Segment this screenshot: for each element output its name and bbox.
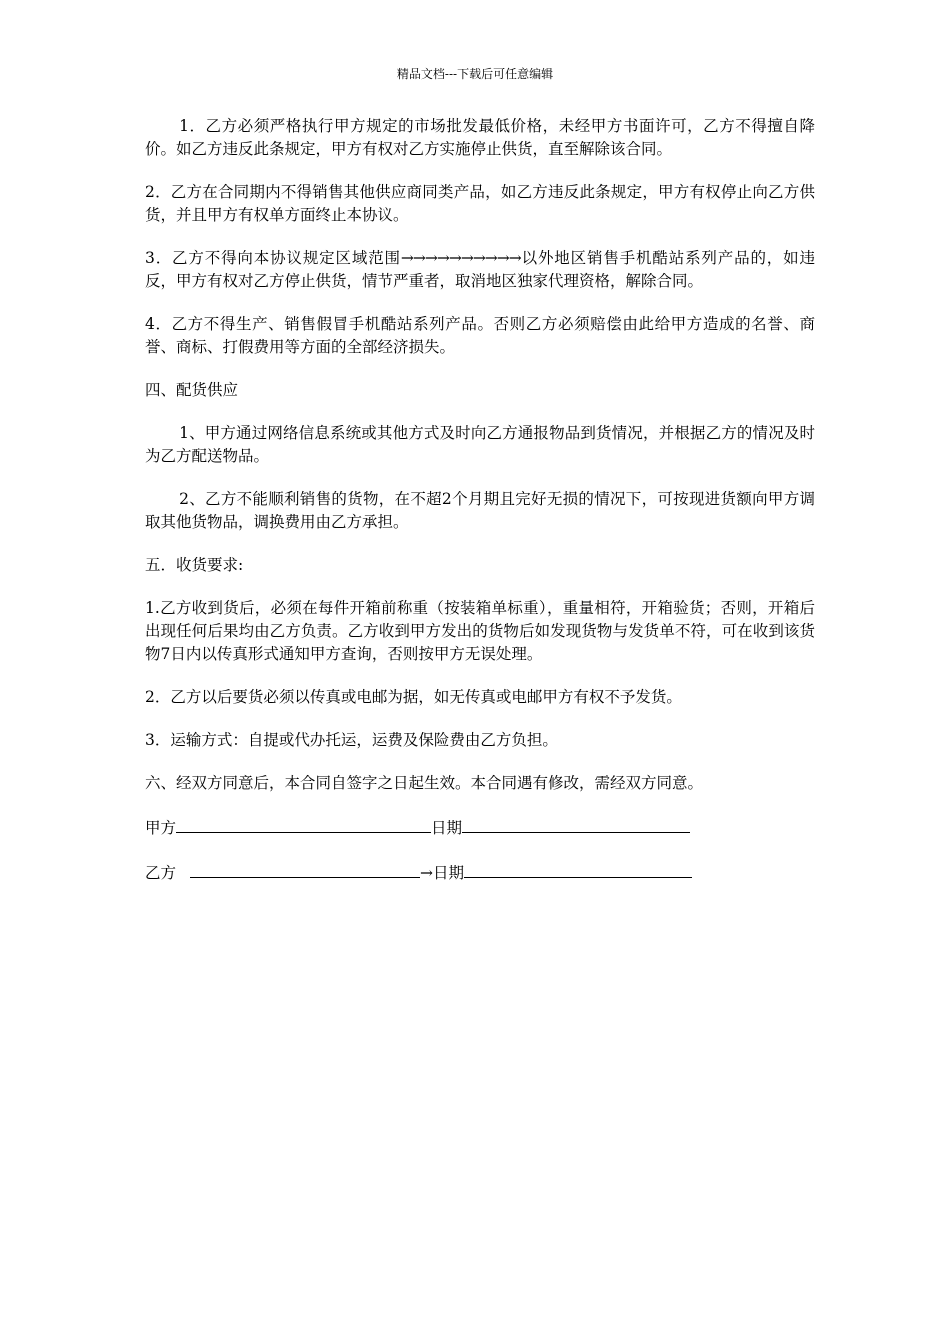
document-body [145,115,815,905]
section-4-item-2: 2、乙方不能顺利销售的货物，在不超2个月期且完好无损的情况下，可按现进货额向甲方调取其他货物品，调换费用由乙方承担。 [145,490,815,531]
clause-1: 1．乙方必须严格执行甲方规定的市场批发最低价格，未经甲方书面许可，乙方不得擅自降价。如乙方违反此条规定，甲方有权对乙方实施停止供货，直至解除该合同。 [145,117,815,158]
party-b-label: 乙方 [145,864,177,882]
signature-row-party-b [145,860,815,885]
party-b-date-label: 日期 [433,864,465,882]
section-4-item-1: 1、甲方通过网络信息系统或其他方式及时向乙方通报物品到货情况，并根据乙方的情况及时为乙方配送物品。 [145,424,815,465]
party-a-label: 甲方 [145,819,177,837]
clause-2: 2．乙方在合同期内不得销售其他供应商同类产品，如乙方违反此条规定，甲方有权停止向乙方供货，并且甲方有权单方面终止本协议。 [145,183,815,224]
clause-3-end: 以外地区销售手机酷站系列产品的，如违反，甲方有权对乙方停止供货，情节严重者，取消地区独家代理资格，解除合同。 [145,249,815,290]
clause-4: 4．乙方不得生产、销售假冒手机酷站系列产品。否则乙方必须赔偿由此给甲方造成的名誉、商誉、商标、打假费用等方面的全部经济损失。 [145,315,815,356]
section-5-title: 五．收货要求: [145,556,244,574]
party-b-signature-line[interactable] [190,860,420,878]
signature-row-party-a [145,815,815,840]
section-4-title: 四、配货供应 [145,381,239,399]
party-b-arrow: → [420,864,434,882]
tab-arrows: →→→→→→→→→→ [400,249,521,267]
page-header: 精品文档---下载后可任意编辑 [396,67,554,81]
party-a-date-line[interactable] [462,815,690,833]
clause-3 [145,247,815,293]
clause-3-start: 3．乙方不得向本协议规定区域范围 [145,249,401,267]
section-5-item-2: 2．乙方以后要货必须以传真或电邮为据，如无传真或电邮甲方有权不予发货。 [145,688,682,706]
party-b-date-line[interactable] [464,860,692,878]
party-a-signature-line[interactable] [176,815,431,833]
section-6: 六、经双方同意后，本合同自签字之日起生效。本合同遇有修改，需经双方同意。 [145,774,704,792]
party-a-date-label: 日期 [431,819,463,837]
section-5-item-1: 1.乙方收到货后，必须在每件开箱前称重（按装箱单标重），重量相符，开箱验货；否则，开箱后出现任何后果均由乙方负责。乙方收到甲方发出的货物后如发现货物与发货单不符，可在收到该货物7日内以传真形式通知甲方查询，否则按甲方无误处理。 [145,599,815,663]
section-5-item-3: 3．运输方式：自提或代办托运，运费及保险费由乙方负担。 [145,731,558,749]
